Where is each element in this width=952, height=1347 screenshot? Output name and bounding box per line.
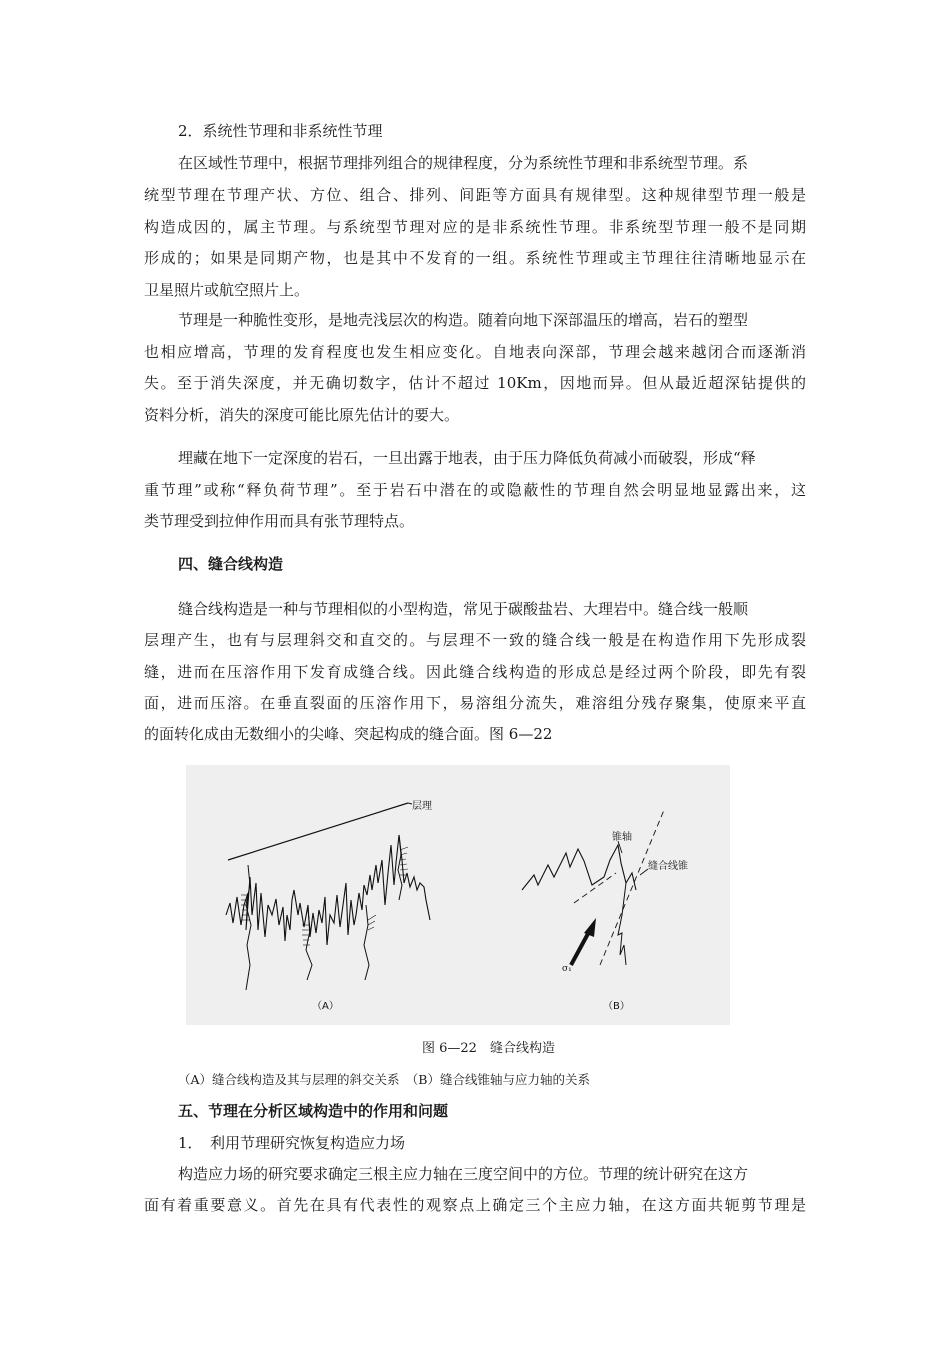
para2-line1: 节理是一种脆性变形，是地壳浅层次的构造。随着向地下深部温压的增高，岩石的塑型 bbox=[178, 311, 749, 329]
section-2-title: 2．系统性节理和非系统性节理 bbox=[178, 122, 383, 140]
bedding-line bbox=[228, 803, 408, 860]
cone-leader bbox=[640, 869, 648, 875]
para3-line2: 重节理”或称“释负荷节理”。至于岩石中潜在的或隐蔽性的节理自然会明显地显露出来，这 bbox=[144, 481, 806, 499]
stylolite-col-4 bbox=[398, 835, 402, 900]
para3-line3: 类节理受到拉伸作用而具有张节理特点。 bbox=[144, 512, 415, 530]
panel-b-label: （B） bbox=[603, 1001, 630, 1012]
para1-line4: 形成的；如果是同期产物，也是其中不发育的一组。系统性节理或主节理往往清晰地显示在 bbox=[144, 249, 806, 267]
bedding-label: 层理 bbox=[412, 801, 432, 812]
figure-6-22 bbox=[186, 765, 730, 1025]
figure-caption: 图 6—22 缝合线构造 bbox=[422, 1041, 555, 1056]
sigma-label: σ₁ bbox=[562, 964, 572, 974]
para2-line3: 失。至于消失深度，并无确切数字，估计不超过 10Km，因地而异。但从最近超深钻提供的 bbox=[144, 374, 806, 392]
para4-line1: 缝合线构造是一种与节理相似的小型构造，常见于碳酸盐岩、大理岩中。缝合线一般顺 bbox=[178, 600, 749, 618]
para1-line5: 卫星照片或航空照片上。 bbox=[144, 281, 310, 299]
sigma-arrow-shaft bbox=[571, 930, 590, 965]
para1-line3: 构造成因的，属主节理。与系统型节理对应的是非系统性节理。非系统型节理一般不是同期 bbox=[144, 218, 806, 236]
suture-line-b bbox=[522, 845, 636, 890]
section-4-heading: 四、缝合线构造 bbox=[178, 555, 284, 573]
suture-branch-b bbox=[618, 883, 626, 965]
cone-edge-line bbox=[574, 873, 616, 903]
para4-line2: 层理产生，也有与层理斜交和直交的。与层理不一致的缝合线一般是在构造作用下先形成裂 bbox=[144, 631, 806, 649]
figure-subcaption: （A）缝合线构造及其与层理的斜交关系 （B）缝合线锥轴与应力轴的关系 bbox=[178, 1072, 590, 1087]
panel-a-label: （A） bbox=[312, 1001, 339, 1012]
para4-line4: 面，进而压溶。在垂直裂面的压溶作用下，易溶组分流失，难溶组分残存聚集，使原来平直 bbox=[144, 694, 806, 712]
para5-line1: 构造应力场的研究要求确定三根主应力轴在三度空间中的方位。节理的统计研究在这方 bbox=[178, 1165, 749, 1183]
suture-cone-label: 缝合线锥 bbox=[648, 861, 688, 872]
subsection-1-title: 1． 利用节理研究恢复构造应力场 bbox=[178, 1134, 406, 1152]
para5-line2: 面有着重要意义。首先在具有代表性的观察点上确定三个主应力轴，在这方面共轭剪节理是 bbox=[144, 1196, 806, 1214]
stylolite-col-1 bbox=[246, 865, 251, 990]
stylolite-teeth-3 bbox=[368, 915, 376, 930]
stylolite-col-3 bbox=[364, 905, 369, 980]
para1-line1: 在区域性节理中，根据节理排列组合的规律程度，分为系统性节理和非系统型节理。系 bbox=[178, 154, 749, 172]
para3-line1: 埋藏在地下一定深度的岩石，一旦出露于地表，由于压力降低负荷减小而破裂，形成“释 bbox=[178, 449, 756, 467]
cone-axis-label: 锥轴 bbox=[612, 832, 632, 843]
para4-line3: 缝，进而在压溶作用下发育成缝合线。因此缝合线构造的形成总是经过两个阶段，即先有裂 bbox=[144, 663, 806, 681]
section-5-heading: 五、节理在分析区域构造中的作用和问题 bbox=[178, 1102, 449, 1120]
para2-line2: 也相应增高，节理的发育程度也发生相应变化。自地表向深部，节理会越来越闭合而逐渐消 bbox=[144, 343, 806, 361]
suture-diagram bbox=[186, 765, 730, 1025]
para1-line2: 统型节理在节理产状、方位、组合、排列、间距等方面具有规律型。这种规律型节理一般是 bbox=[144, 186, 806, 204]
cone-axis-line bbox=[600, 810, 664, 965]
para4-line5: 的面转化成由无数细小的尖峰、突起构成的缝合面。图 6—22 bbox=[144, 725, 553, 743]
para2-line4: 资料分析，消失的深度可能比原先估计的要大。 bbox=[144, 406, 460, 424]
